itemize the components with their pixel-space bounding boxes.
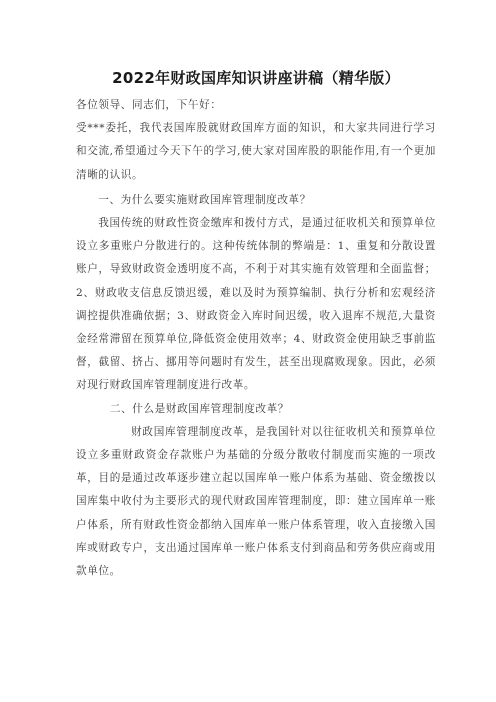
section2-heading: 二、什么是财政国库管理制度改革？ — [109, 402, 290, 415]
section1-body: 我国传统的财政性资金缴库和拨付方式，是通过征收机关和预算单位设立多重账户分散进行的。这种传统体制的弊端是：1、重复和分散设置账户，导致财政资金透明度不高，不利于对其实施有效管理和全面监督；2、财政收支信息反馈迟缓，难以及时为预算编制、执行分析和宏观经济调控提供准确依据；3、财政资金入库时间迟缓，收入退库不规范,大量资金经常滞留在预算单位,降低资金使用效率；4、财政资金使用缺乏事前监督，截留、挤占、挪用等问题时有发生，甚至出现腐败现象。因此，必须对现行财政国库管理制度进行改革。 — [76, 217, 436, 392]
section2-body: 财政国库管理制度改革，是我国针对以往征收机关和预算单位设立多重财政资金存款账户为基础的分级分散收付制度而实施的一项改革，目的是通过改革逐步建立起以国库单一账户体系为基础、资金缴拨以国库集中收付为主要形式的现代财政国库管理制度，即：建立国库单一账户体系，所有财政性资金都纳入国库单一账户体系管理，收入直接缴入国库或财政专户，支出通过国库单一账户体系支付到商品和劳务供应商或用款单位。 — [76, 425, 436, 578]
intro-paragraph: 受***委托，我代表国库股就财政国库方面的知识，和大家共同进行学习和交流,希望通过今天下午的学习,使大家对国库股的职能作用,有一个更加清晰的认识。 — [76, 122, 436, 181]
section1-heading: 一、为什么要实施财政国库管理制度改革？ — [98, 193, 311, 206]
greeting-line: 各位领导、同志们，下午好： — [76, 99, 222, 111]
document-title: 2022年财政国库知识讲座讲稿（精华版） — [112, 69, 400, 87]
